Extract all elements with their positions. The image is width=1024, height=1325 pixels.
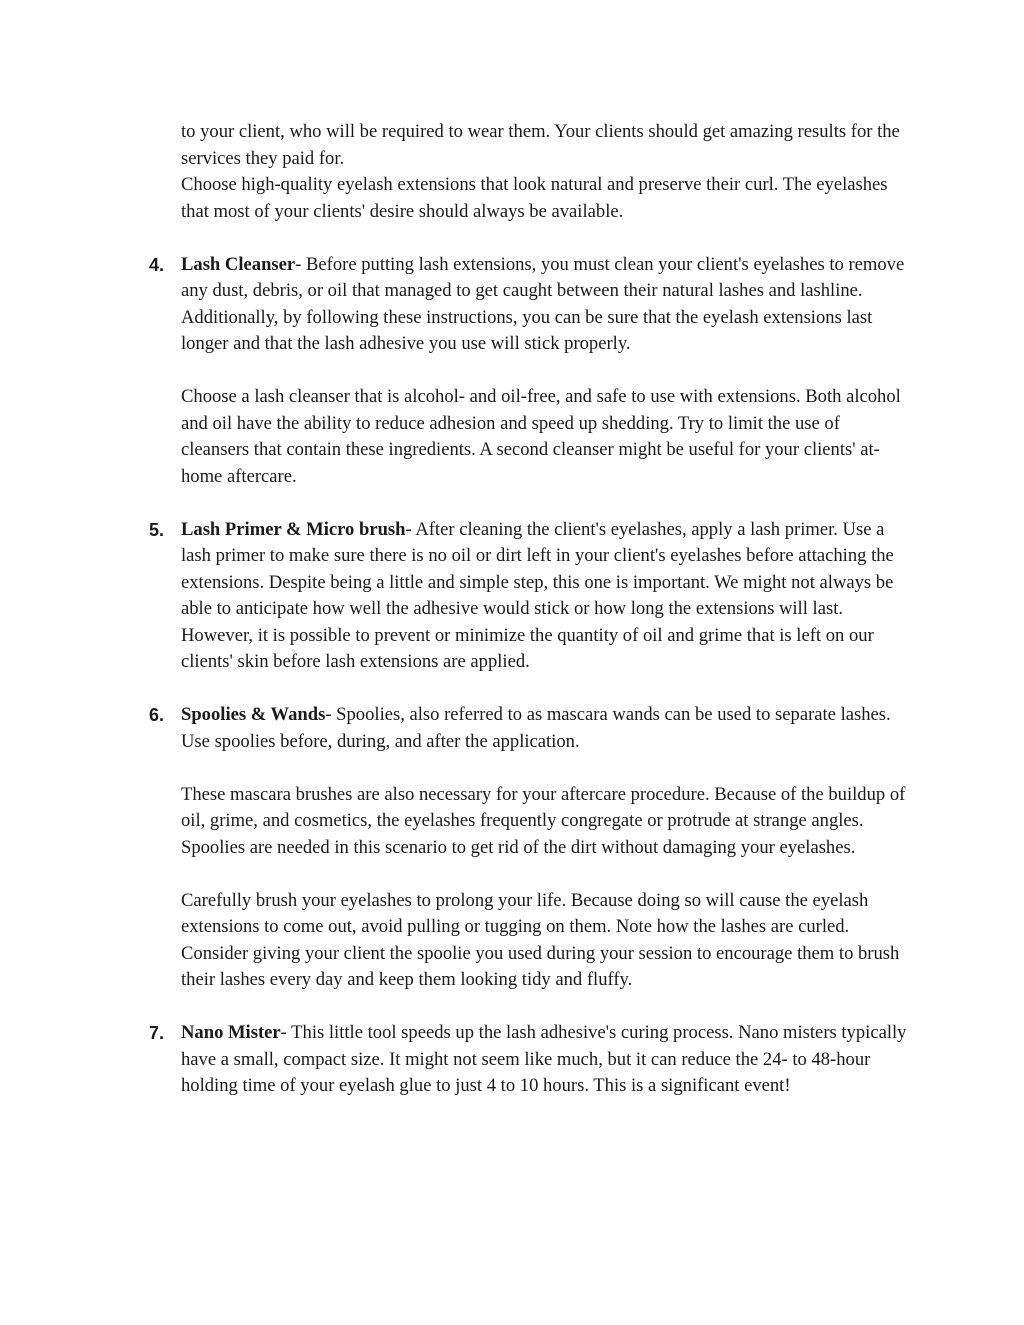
item-text: - Spoolies, also referred to as mascara wands can be used to separate lashes. Use spoolies before, during, and after the application. xyxy=(181,704,891,752)
spacer xyxy=(181,358,911,385)
item-text: - After cleaning the client's eyelashes, apply a lash primer. Use a lash primer to make sure there is no oil or dirt left in your client's eyelashes before attaching the extensions. Despite being a little and simple step, this one is important. We might not always be able to anticipate how well the adhesive would stick or how long the extensions will last. However, it is possible to prevent or minimize the quantity of oil and grime that is left on our clients' skin before lash extensions are applied. xyxy=(181,518,894,672)
item-text: - Before putting lash extensions, you must clean your client's eyelashes to remove any dust, debris, or oil that managed to get caught between their natural lashes and lashline. Additionally, by following these instructions, you can be sure that the eyelash extensions last longer and that the lash adhesive you use will stick properly. xyxy=(181,253,905,354)
intro-paragraph-1: to your client, who will be required to wear them. Your clients should get amazing results for the services they paid for. xyxy=(181,121,900,169)
item-term: Lash Cleanser xyxy=(181,253,296,275)
item-paragraph xyxy=(181,252,911,358)
item-extra-paragraph: Choose a lash cleanser that is alcohol- and oil-free, and safe to use with extensions. Both alcohol and oil have the ability to reduce adhesion and speed up shedding. Try to limit the use of cleansers that contain these ingredients. A second cleanser might be useful for your clients' at-home aftercare. xyxy=(181,386,901,487)
list-item-lash-primer xyxy=(149,517,911,676)
item-term: Spoolies & Wands xyxy=(181,704,326,725)
item-extra-paragraph: These mascara brushes are also necessary for your aftercare procedure. Because of the buildup of oil, grime, and cosmetics, the eyelashes frequently congregate or protrude at strange angles. Spoolies are needed in this scenario to get rid of the dirt without damaging your eyelashes. xyxy=(181,783,906,858)
intro-paragraph-2: Choose high-quality eyelash extensions that look natural and preserve their curl. The eyelashes that most of your clients' desire should always be available. xyxy=(181,174,888,222)
list-item-nano-mister xyxy=(149,1020,911,1100)
list-item-lash-cleanser xyxy=(149,252,911,491)
item-term: Lash Primer & Micro brush xyxy=(181,518,406,540)
item-text: - This little tool speeds up the lash adhesive's curing process. Nano misters typically have a small, compact size. It might not seem like much, but it can reduce the 24- to 48-hour holding time of your eyelash glue to just 4 to 10 hours. This is a significant event! xyxy=(181,1022,907,1096)
item-paragraph xyxy=(181,702,911,755)
item-extra-paragraph: Carefully brush your eyelashes to prolong your life. Because doing so will cause the eyelash extensions to come out, avoid pulling or tugging on them. Note how the lashes are curled. Consider giving your client the spoolie you used during your session to encourage them to brush their lashes every day and keep them looking tidy and fluffy. xyxy=(181,889,900,990)
list-number: 7. xyxy=(149,1023,165,1043)
item-term: Nano Mister xyxy=(181,1022,281,1043)
item-paragraph xyxy=(181,517,911,676)
page-content xyxy=(149,119,911,1100)
list-item-spoolies xyxy=(149,702,911,994)
spacer xyxy=(181,490,911,517)
list-number: 6. xyxy=(149,705,165,725)
item-paragraph xyxy=(181,1020,911,1100)
spacer xyxy=(181,755,911,782)
spacer xyxy=(181,994,911,1021)
spacer xyxy=(181,676,911,703)
list-number: 5. xyxy=(149,519,165,540)
spacer xyxy=(181,225,911,252)
list-number: 4. xyxy=(149,254,165,275)
spacer xyxy=(181,861,911,888)
